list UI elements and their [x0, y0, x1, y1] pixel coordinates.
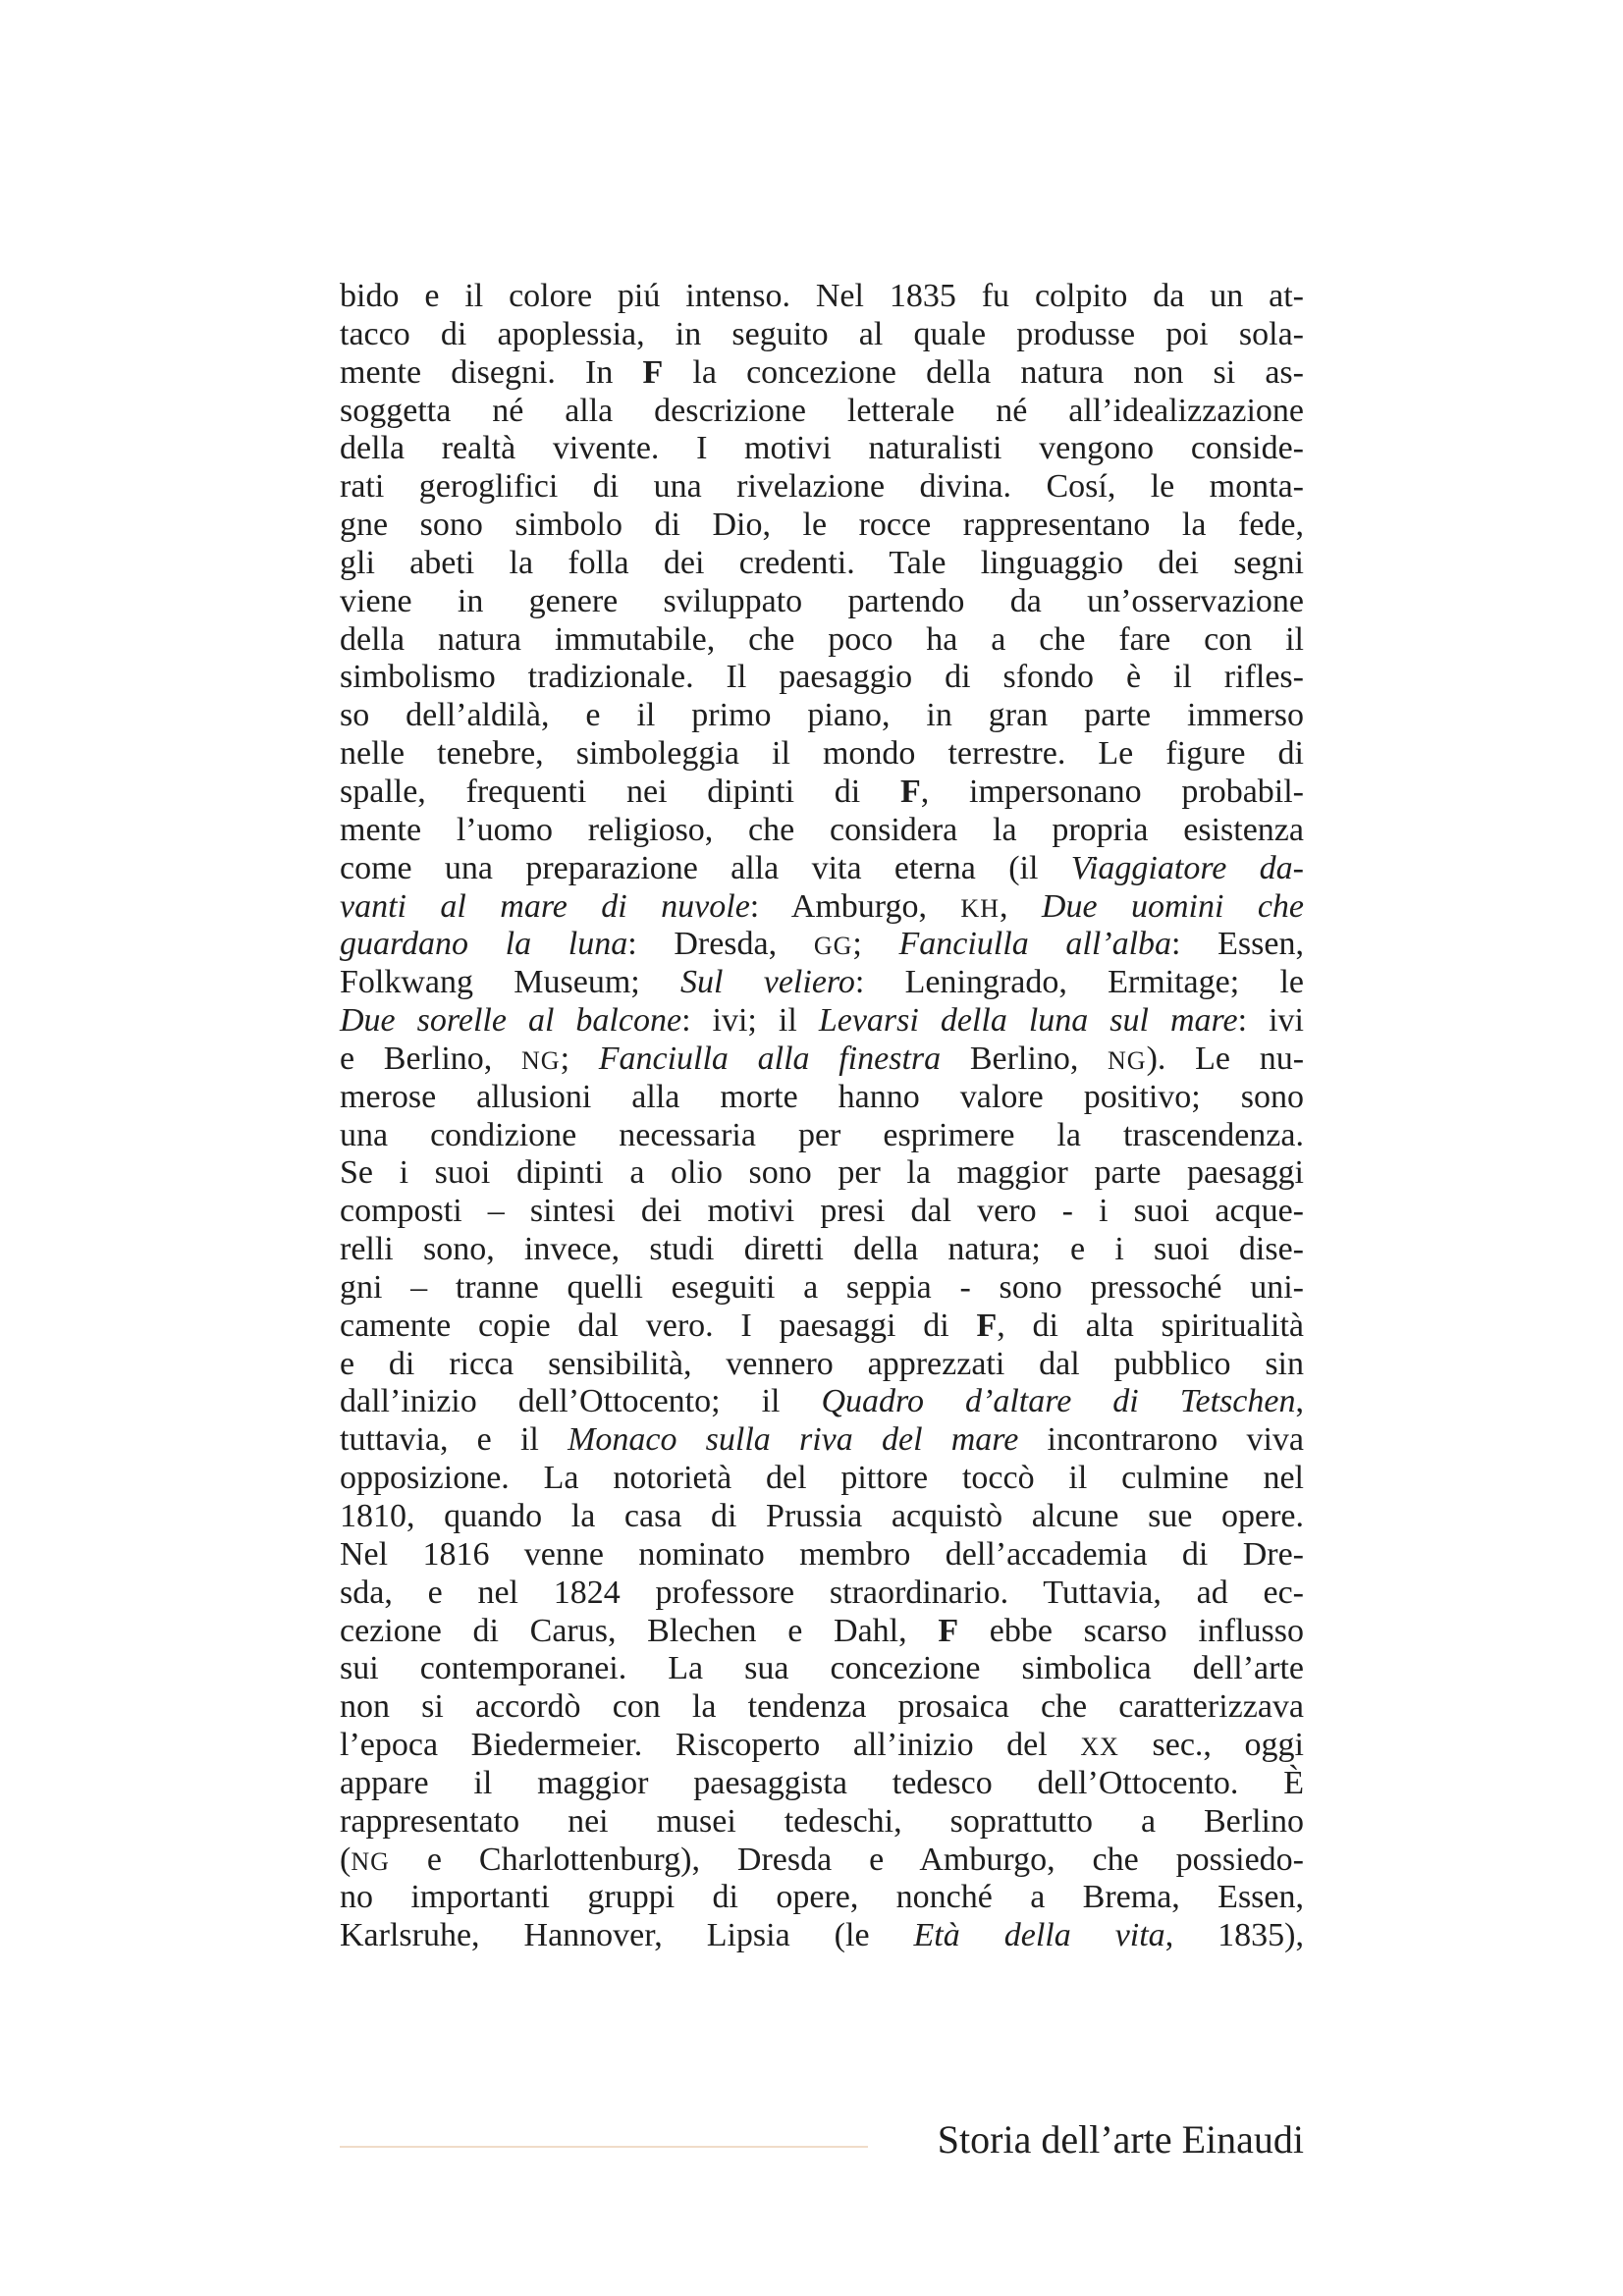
text-line — [340, 1041, 1304, 1079]
text-segment: 1810, quando la casa di Prussia acquistò alcune sue opere. — [340, 1498, 1304, 1534]
text-segment: tuttavia, e il — [340, 1421, 568, 1459]
text-segment: la concezione della natura non si as- — [663, 353, 1304, 391]
footer-rule — [340, 2146, 868, 2148]
text-line — [340, 697, 1304, 735]
text-line — [340, 545, 1304, 583]
abbreviation: NG — [521, 1045, 561, 1075]
text-line — [340, 659, 1304, 697]
text-line — [340, 430, 1304, 468]
text-segment: rati geroglifici di una rivelazione divina. Cosí, le monta- — [340, 468, 1304, 506]
artist-initial: F — [899, 773, 921, 810]
text-line — [340, 1308, 1304, 1346]
text-line — [340, 1727, 1304, 1765]
text-line — [340, 1575, 1304, 1613]
text-segment: : ivi; il — [681, 1002, 819, 1040]
text-line — [340, 1193, 1304, 1231]
text-segment: merose allusioni alla morte hanno valore positivo; sono — [340, 1078, 1304, 1115]
text-line — [340, 1154, 1304, 1193]
text-segment: opposizione. La notorietà del pittore toccò il culmine nel — [340, 1460, 1304, 1497]
artwork-title: Età della vita — [913, 1917, 1165, 1954]
text-segment: , — [999, 887, 1042, 925]
text-segment: l’epoca Biedermeier. Riscoperto all’inizio del — [340, 1727, 1081, 1764]
footer-title: Storia dell’arte Einaudi — [937, 2117, 1304, 2162]
artist-initial: F — [642, 353, 664, 391]
artwork-title: Monaco sulla riva del mare — [568, 1421, 1019, 1459]
text-segment: e Charlottenburg), Dresda e Amburgo, che possiedo- — [389, 1841, 1304, 1878]
text-segment: soggetta né alla descrizione letterale né all’idealizzazione — [340, 392, 1304, 429]
text-segment: camente copie dal vero. I paesaggi di — [340, 1307, 977, 1344]
text-line — [340, 812, 1304, 850]
text-segment: come una preparazione alla vita eterna (il — [340, 849, 1071, 886]
text-segment: sec., oggi — [1118, 1727, 1304, 1764]
text-segment: so dell’aldilà, e il primo piano, in gran parte immerso — [340, 697, 1304, 734]
text-line — [340, 1231, 1304, 1269]
text-line — [340, 1917, 1304, 1955]
text-segment: una condizione necessaria per esprimere la trascendenza. — [340, 1116, 1304, 1153]
body-text — [340, 278, 1304, 1955]
text-line — [340, 316, 1304, 354]
text-line — [340, 1269, 1304, 1308]
text-segment: Se i suoi dipinti a olio sono per la maggior parte paesaggi — [340, 1154, 1304, 1192]
text-segment: e Berlino, — [340, 1040, 521, 1077]
text-line — [340, 1498, 1304, 1536]
text-segment: ( — [340, 1841, 352, 1878]
text-segment: della natura immutabile, che poco ha a che fare con il — [340, 620, 1304, 658]
text-segment: appare il maggior paesaggista tedesco dell’Ottocento. È — [340, 1764, 1304, 1801]
artwork-title: Quadro d’altare di Tetschen — [821, 1383, 1296, 1420]
text-line — [340, 1765, 1304, 1803]
text-segment: Karlsruhe, Hannover, Lipsia (le — [340, 1917, 914, 1954]
text-segment: : Dresda, — [627, 926, 814, 963]
text-line — [340, 735, 1304, 774]
abbreviation: KH — [960, 893, 1000, 923]
text-segment: della realtà vivente. I motivi naturalisti vengono conside- — [340, 430, 1304, 467]
text-segment: , di alta spiritualità — [997, 1307, 1304, 1344]
abbreviation: XX — [1080, 1733, 1119, 1762]
text-line — [340, 1346, 1304, 1384]
text-segment: simbolismo tradizionale. Il paesaggio di sfondo è il rifles- — [340, 659, 1304, 696]
text-segment: mente l’uomo religioso, che considera la propria esistenza — [340, 811, 1304, 848]
text-segment: relli sono, invece, studi diretti della natura; e i suoi dise- — [340, 1231, 1304, 1268]
text-segment: bido e il colore piú intenso. Nel 1835 fu colpito da un at- — [340, 278, 1304, 314]
text-line — [340, 1079, 1304, 1117]
text-segment: ebbe scarso influsso — [958, 1612, 1304, 1649]
text-line — [340, 1613, 1304, 1651]
text-segment: : Leningrado, Ermitage; le — [854, 964, 1304, 1001]
text-segment: ; — [852, 926, 899, 963]
artist-initial: F — [938, 1612, 959, 1649]
text-segment: cezione di Carus, Blechen e Dahl, — [340, 1612, 939, 1649]
text-segment: composti – sintesi dei motivi presi dal vero - i suoi acque- — [340, 1193, 1304, 1230]
text-line — [340, 621, 1304, 660]
artwork-title: Fanciulla all’alba — [898, 926, 1172, 963]
text-segment: sui contemporanei. La sua concezione simbolica dell’arte — [340, 1650, 1304, 1687]
text-segment: e di ricca sensibilità, vennero apprezzati dal pubblico sin — [340, 1345, 1304, 1382]
text-line — [340, 1117, 1304, 1155]
text-line — [340, 1803, 1304, 1842]
text-segment: , — [1295, 1383, 1304, 1420]
text-segment: , 1835), — [1164, 1917, 1304, 1954]
artwork-title: Levarsi della luna sul mare — [818, 1002, 1238, 1040]
abbreviation: NG — [351, 1846, 390, 1876]
text-line — [340, 1650, 1304, 1688]
text-line — [340, 278, 1304, 316]
text-segment: Nel 1816 venne nominato membro dell’accademia di Dre- — [340, 1535, 1304, 1573]
text-line — [340, 926, 1304, 964]
text-segment: non si accordò con la tendenza prosaica che caratterizzava — [340, 1688, 1304, 1726]
text-line — [340, 774, 1304, 812]
text-line — [340, 1460, 1304, 1498]
text-segment: Folkwang Museum; — [340, 964, 681, 1001]
artwork-title: Due sorelle al balcone — [340, 1002, 682, 1040]
page-footer — [340, 2110, 1304, 2169]
artwork-title: Sul veliero — [680, 964, 855, 1001]
text-line — [340, 393, 1304, 431]
text-segment: nelle tenebre, simboleggia il mondo terrestre. Le figure di — [340, 735, 1304, 773]
text-segment: : Amburgo, — [749, 887, 961, 925]
abbreviation: NG — [1108, 1045, 1147, 1075]
text-line — [340, 507, 1304, 545]
text-segment: tacco di apoplessia, in seguito al quale produsse poi sola- — [340, 315, 1304, 352]
text-segment: spalle, frequenti nei dipinti di — [340, 773, 900, 810]
text-segment: mente disegni. In — [340, 353, 643, 391]
text-line — [340, 1536, 1304, 1575]
artwork-title: Due uomini che — [1041, 887, 1305, 925]
artwork-title: Viaggiatore da- — [1070, 849, 1305, 886]
text-segment: : ivi — [1237, 1002, 1304, 1040]
artwork-title: guardano la luna — [340, 926, 628, 963]
text-line — [340, 1002, 1304, 1041]
text-segment: ; — [560, 1040, 599, 1077]
artwork-title: Fanciulla alla finestra — [598, 1040, 942, 1077]
artwork-title: vanti al mare di nuvole — [340, 887, 750, 925]
abbreviation: GG — [813, 932, 853, 961]
text-line — [340, 1421, 1304, 1460]
text-segment: sda, e nel 1824 professore straordinario. Tuttavia, ad ec- — [340, 1574, 1304, 1611]
text-segment: dall’inizio dell’Ottocento; il — [340, 1383, 822, 1420]
text-line — [340, 1879, 1304, 1917]
text-segment: viene in genere sviluppato partendo da un’osservazione — [340, 582, 1304, 619]
text-segment: no importanti gruppi di opere, nonché a Brema, Essen, — [340, 1879, 1304, 1916]
artist-initial: F — [976, 1307, 998, 1344]
text-line — [340, 1842, 1304, 1880]
text-line — [340, 888, 1304, 927]
text-line — [340, 1688, 1304, 1727]
text-segment: Berlino, — [941, 1040, 1109, 1077]
text-line — [340, 354, 1304, 393]
text-line — [340, 1383, 1304, 1421]
text-line — [340, 468, 1304, 507]
text-segment: incontrarono viva — [1018, 1421, 1304, 1459]
text-segment: rappresentato nei musei tedeschi, soprattutto a Berlino — [340, 1802, 1304, 1840]
text-segment: , impersonano probabil- — [920, 773, 1304, 810]
text-segment: : Essen, — [1171, 926, 1304, 963]
text-line — [340, 850, 1304, 888]
text-segment: gni – tranne quelli eseguiti a seppia - sono pressoché uni- — [340, 1268, 1304, 1306]
text-line — [340, 964, 1304, 1002]
text-line — [340, 583, 1304, 621]
text-segment: ). Le nu- — [1146, 1040, 1305, 1077]
text-segment: gli abeti la folla dei credenti. Tale linguaggio dei segni — [340, 544, 1304, 581]
text-segment: gne sono simbolo di Dio, le rocce rappresentano la fede, — [340, 507, 1304, 544]
